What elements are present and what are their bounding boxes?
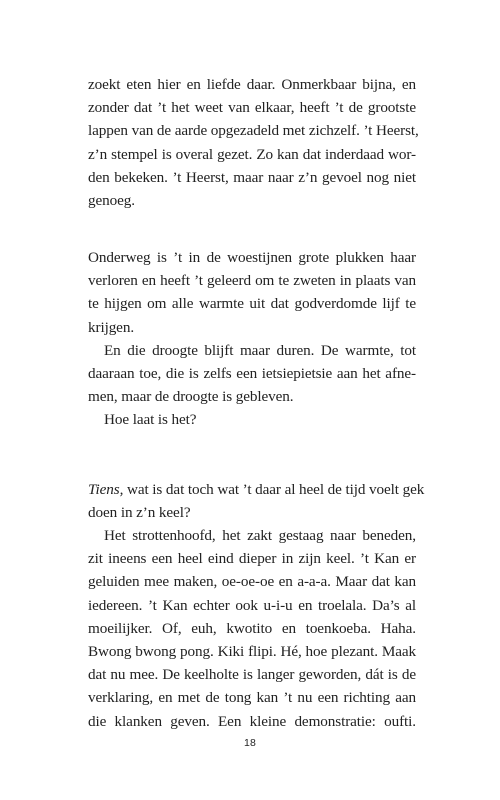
text-line: zit ineens een heel eind dieper in zijn keel. ’t Kan er — [88, 550, 416, 568]
page-number: 18 — [243, 737, 257, 749]
text-line: verloren en heeft ’t geleerd om te zweten in plaats van — [88, 272, 416, 290]
text-line: verklaring, en met de tong kan ’t nu een richting aan — [88, 689, 416, 707]
text-line: den bekeken. ’t Heerst, maar naar z’n gevoel nog niet — [88, 168, 416, 186]
text-line: zonder dat ’t het weet van elkaar, heeft ’t de grootste — [88, 99, 416, 117]
text-line: doen in z’n keel? — [88, 504, 191, 522]
paragraph-2 — [88, 246, 416, 339]
text-fragment: wat is dat toch wat ’t daar al heel de tijd voelt gek — [123, 481, 425, 498]
text-line: dat nu mee. De keelholte is langer geworden, dát is de — [88, 666, 416, 684]
text-line — [88, 478, 425, 501]
text-line: Hoe laat is het? — [104, 411, 197, 428]
text-line: krijgen. — [88, 318, 135, 336]
text-line: Het strottenhoofd, het zakt gestaag naar beneden, — [104, 527, 416, 544]
italic-word: Tiens, — [88, 481, 124, 498]
paragraph-1 — [88, 73, 419, 212]
paragraph-4 — [88, 408, 416, 431]
text-line: Onderweg is ’t in de woestijnen grote plukken haar — [88, 249, 416, 266]
text-line: te hijgen om alle warmte uit dat godverdomde lijf te — [88, 295, 416, 313]
text-line: geluiden mee maken, oe-oe-oe en a-a-a. Maar dat kan — [88, 573, 416, 591]
text-line: z’n stempel is overal gezet. Zo kan dat inderdaad wor- — [88, 145, 416, 163]
text-line: En die droogte blijft maar duren. De warmte, tot — [104, 342, 416, 359]
paragraph-5 — [88, 478, 425, 524]
text-line: die klanken geven. Een kleine demonstratie: oufti. — [88, 712, 416, 730]
text-line: moeilijker. Of, euh, kwotito en toenkoeba. Haha. — [88, 619, 416, 637]
paragraph-3 — [88, 339, 416, 409]
text-line: daaraan toe, die is zelfs een ietsiepietsie aan het afne- — [88, 365, 416, 383]
text-line: men, maar de droogte is gebleven. — [88, 388, 294, 406]
paragraph-6 — [88, 524, 416, 733]
text-line: iedereen. ’t Kan echter ook u-i-u en troelala. Da’s al — [88, 596, 416, 614]
text-line: lappen van de aarde opgezadeld met zichzelf. ’t Heerst, — [88, 122, 419, 140]
text-line: genoeg. — [88, 191, 135, 209]
text-line: zoekt eten hier en liefde daar. Onmerkbaar bijna, en — [88, 76, 416, 93]
text-line: Bwong bwong pong. Kiki flipi. Hé, hoe plezant. Maak — [88, 642, 416, 660]
